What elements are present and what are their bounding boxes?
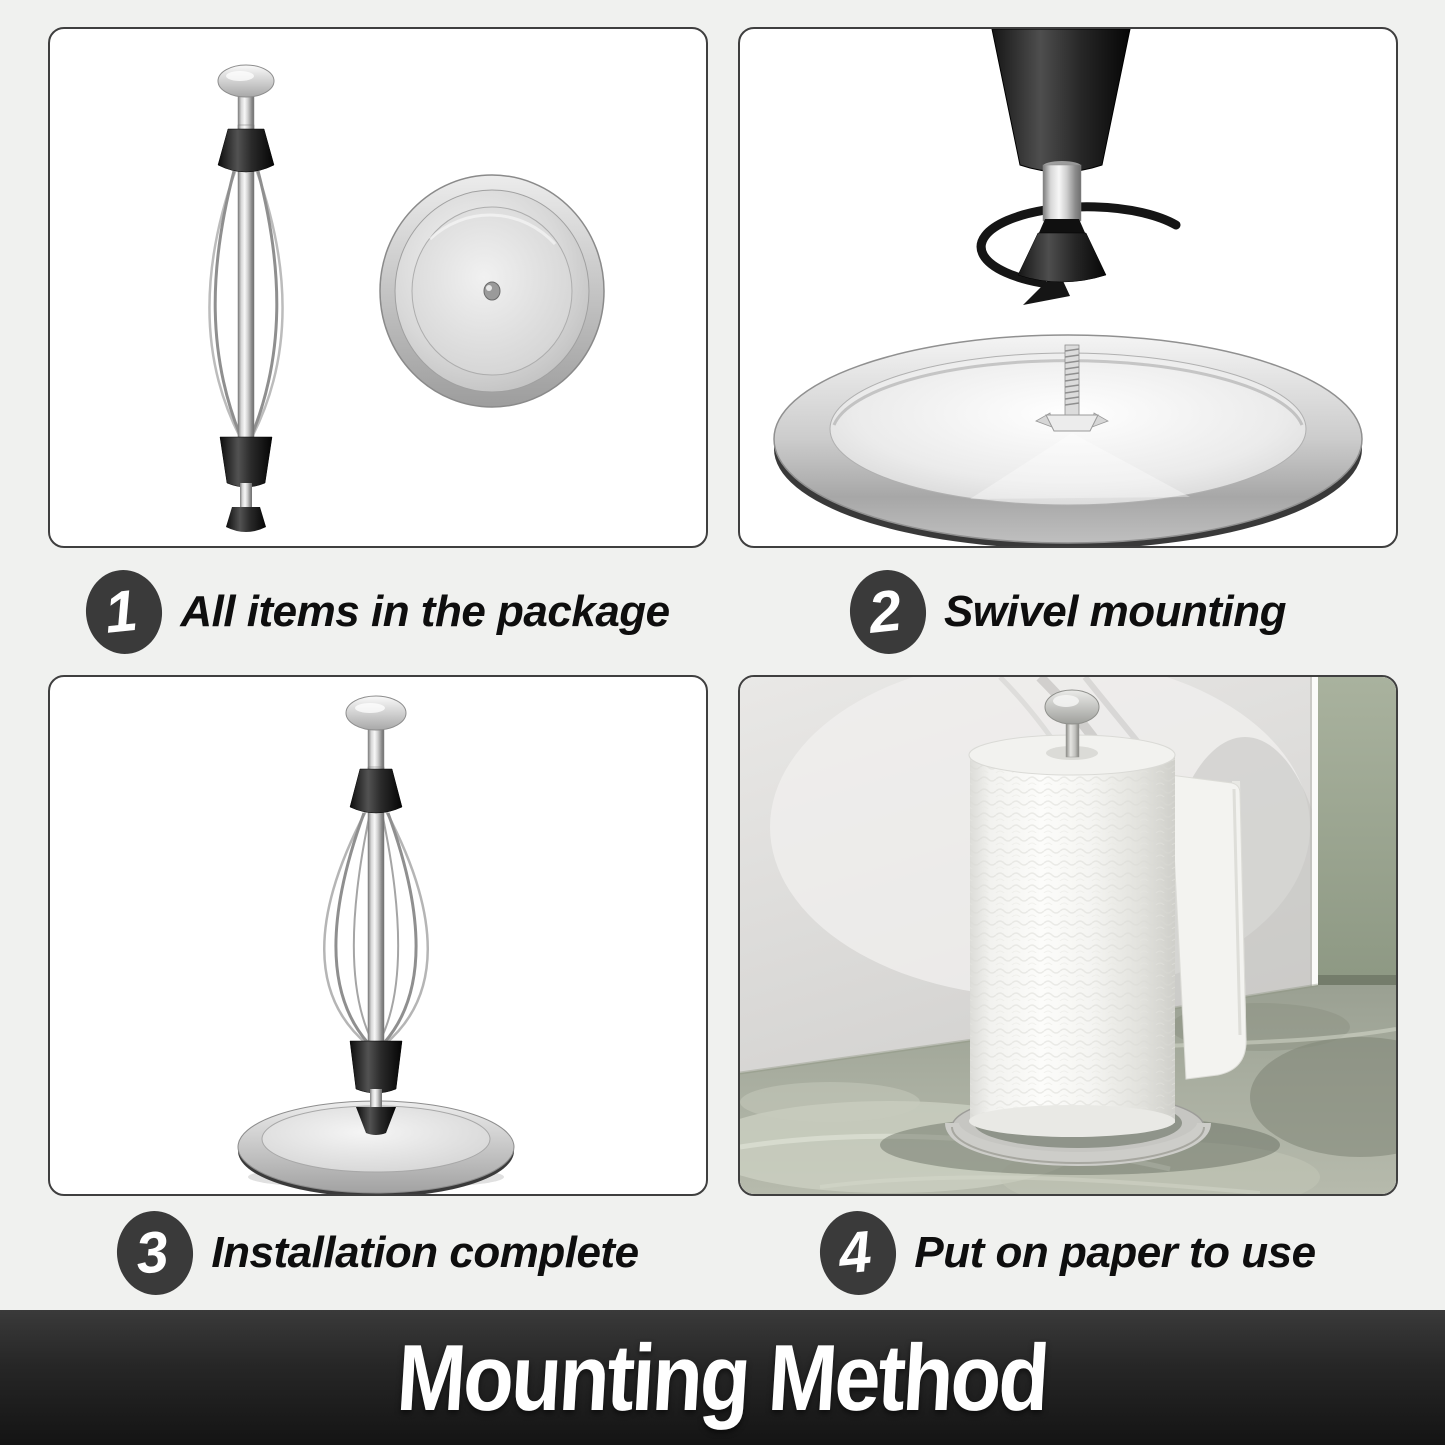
- step-4-number: 4: [835, 1218, 875, 1287]
- bottom-banner: [0, 1310, 1445, 1445]
- step-2-badge: [846, 566, 930, 657]
- step-3-panel: [48, 675, 708, 1196]
- disassembled-parts-illustration: [50, 29, 706, 546]
- step-1-caption: [48, 548, 708, 675]
- paper-roll-photo: [740, 677, 1396, 1194]
- swivel-mounting-illustration: [740, 29, 1396, 546]
- step-3-caption: [48, 1196, 708, 1310]
- step-2-number: 2: [865, 577, 905, 646]
- assembled-holder: [238, 696, 514, 1194]
- step-2-label: Swivel mounting: [943, 586, 1287, 636]
- step-1-label: All items in the package: [180, 586, 670, 636]
- step-4-label: Put on paper to use: [914, 1228, 1316, 1277]
- holder-pole-bottom: [992, 29, 1130, 282]
- holder-pole: [209, 65, 282, 532]
- step-1-number: 1: [101, 577, 141, 646]
- step-4-caption: [738, 1196, 1398, 1310]
- step-3-number: 3: [132, 1218, 172, 1287]
- base-plate: [380, 175, 604, 407]
- assembled-holder-illustration: [50, 677, 706, 1194]
- step-4-panel: [738, 675, 1398, 1196]
- steps-grid: [48, 27, 1398, 1310]
- banner-title: Mounting Method: [394, 1324, 1051, 1430]
- step-2-panel: [738, 27, 1398, 548]
- paper-roll: [969, 735, 1175, 1137]
- step-1-panel: [48, 27, 708, 548]
- step-3-label: Installation complete: [211, 1228, 639, 1277]
- step-1-badge: [82, 566, 166, 657]
- step-3-badge: [113, 1207, 197, 1298]
- step-2-caption: [738, 548, 1398, 675]
- step-4-badge: [816, 1207, 900, 1298]
- green-wall: [1310, 677, 1396, 989]
